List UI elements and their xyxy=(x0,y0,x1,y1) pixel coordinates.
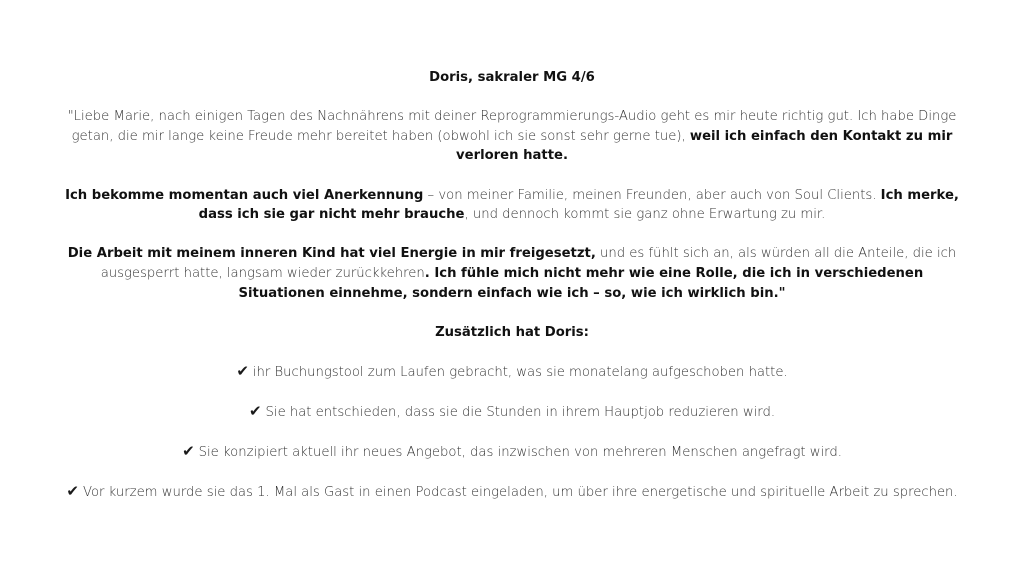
achievement-text-3: Sie konzipiert aktuell ihr neues Angebot, das inzwischen von mehreren Menschen angefragt wird. xyxy=(198,445,842,461)
quote-p1-bold: weil ich einfach den Kontakt zu mir verloren hatte. xyxy=(456,128,953,164)
testimonial-content xyxy=(62,68,962,523)
achievement-text-4: Vor kurzem wurde sie das 1. Mal als Gast in einen Podcast eingeladen, um über ihre energetische und spirituelle Arbeit zu sprechen. xyxy=(82,485,958,501)
quote-p3-text: und es fühlt sich an, als würden all die Anteile, die ich ausgesperrt hatte, langsam wieder zurückkehren xyxy=(100,246,957,281)
testimonial-heading xyxy=(62,68,962,88)
quote-p3-bold-1: Die Arbeit mit meinem inneren Kind hat viel Energie in mir freigesetzt, xyxy=(67,246,596,262)
quote-p2-bold-2: Ich merke, dass ich sie gar nicht mehr brauche xyxy=(198,187,959,223)
subheading-text: Zusätzlich hat Doris: xyxy=(435,324,589,340)
achievement-item-3 xyxy=(62,442,962,463)
achievement-item-1 xyxy=(62,362,962,383)
quote-p2-text-2: , und dennoch kommt sie ganz ohne Erwartung zu mir. xyxy=(464,207,826,223)
quote-paragraph-1 xyxy=(62,107,962,166)
quote-paragraph-2 xyxy=(62,186,962,225)
quote-p3-bold-2: . Ich fühle mich nicht mehr wie eine Rolle, die ich in verschiedenen Situationen einnehme, sondern einfach wie ich – so, wie ich wirklich bin." xyxy=(238,265,924,301)
quote-p1-text: "Liebe Marie, nach einigen Tagen des Nachnährens mit deiner Reprogrammierungs-Audio geht es mir heute richtig gut. Ich habe Dinge getan, die mir lange keine Freude mehr bereitet haben (obwohl ich sie sonst sehr gerne tue), xyxy=(67,109,957,144)
check-icon: ✔ xyxy=(66,482,79,501)
check-icon: ✔ xyxy=(182,442,195,461)
quote-p2-text-1: – von meiner Familie, meinen Freunden, aber auch von Soul Clients. xyxy=(423,187,877,203)
achievement-item-4 xyxy=(62,482,962,503)
check-icon: ✔ xyxy=(248,402,262,421)
check-icon: ✔ xyxy=(236,361,249,380)
heading-text: Doris, sakraler MG 4/6 xyxy=(429,70,595,85)
quote-paragraph-3 xyxy=(62,244,962,303)
achievement-text-2: Sie hat entschieden, dass sie die Stunden in ihrem Hauptjob reduzieren wird. xyxy=(265,405,776,421)
subheading xyxy=(62,323,962,343)
quote-p2-bold-1: Ich bekomme momentan auch viel Anerkennung xyxy=(65,187,424,203)
achievement-item-2 xyxy=(62,402,962,423)
achievement-text-1: ihr Buchungstool zum Laufen gebracht, was sie monatelang aufgeschoben hatte. xyxy=(252,364,788,380)
